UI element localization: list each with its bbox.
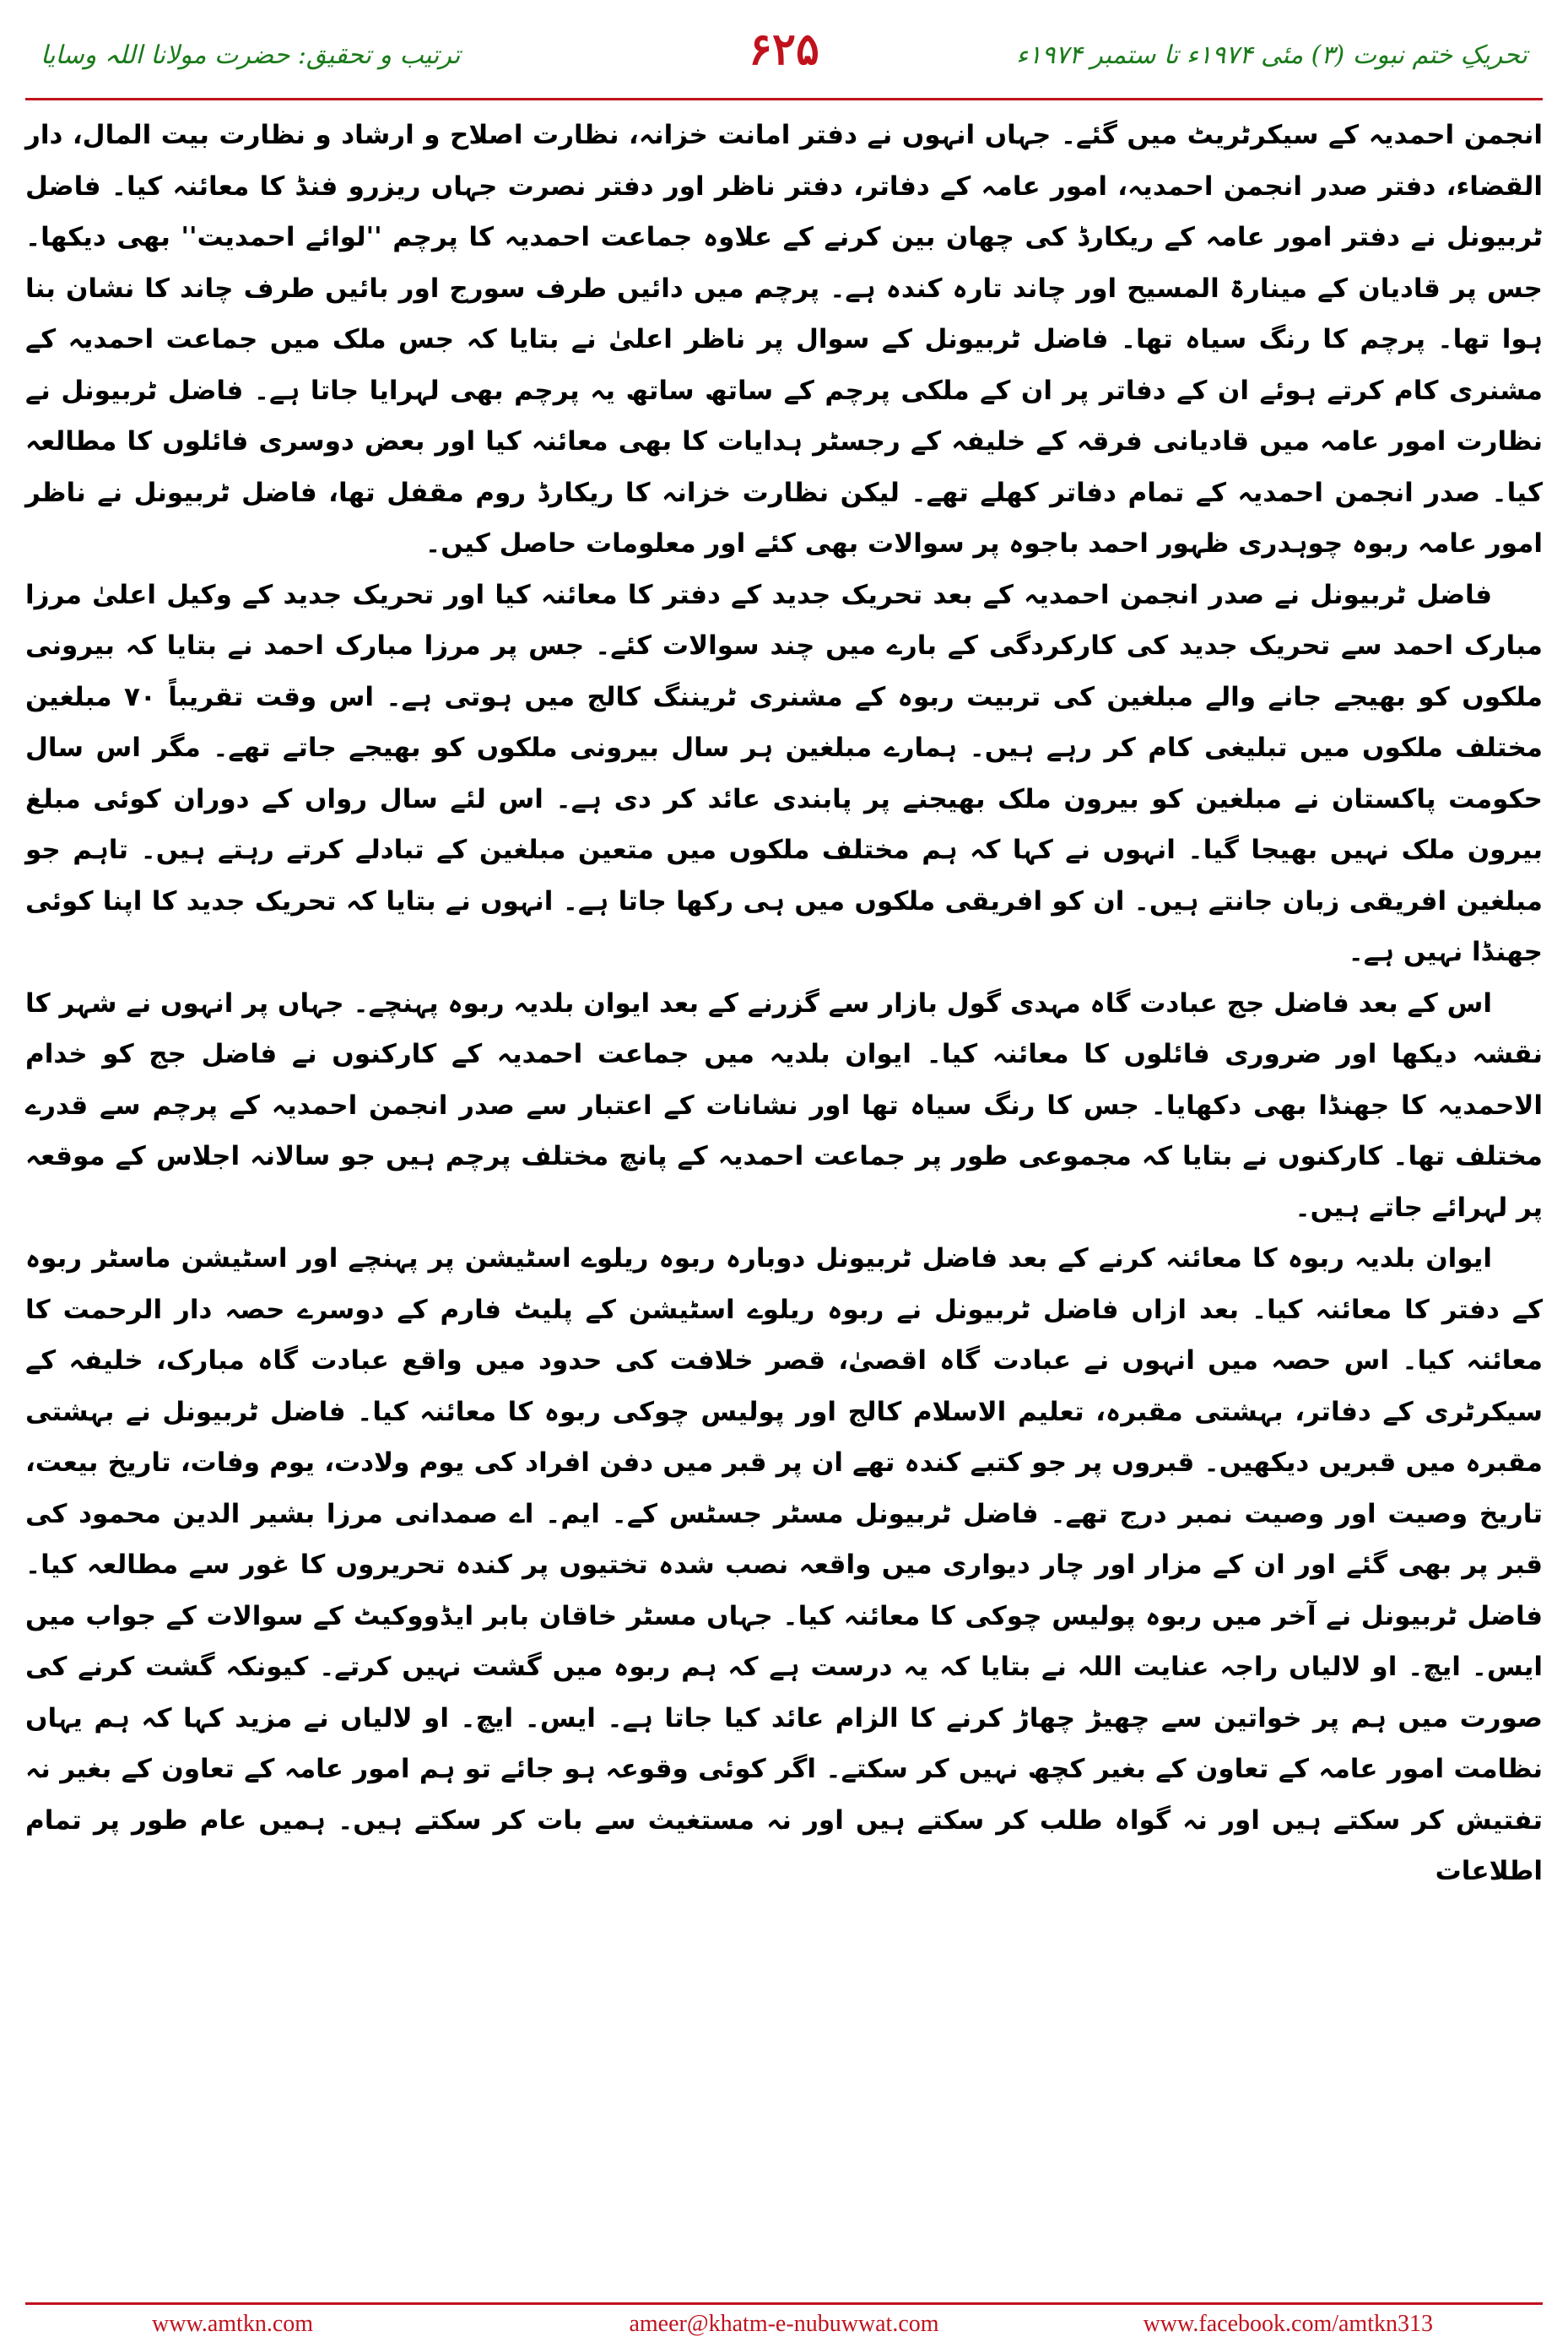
body-text — [25, 110, 1543, 2270]
website-link[interactable]: www.amtkn.com — [152, 2311, 314, 2337]
paragraph-1: انجمن احمدیہ کے سیکرٹریٹ میں گئے۔ جہاں انہوں نے دفتر امانت خزانہ، نظارت اصلاح و ارشاد و نظارت بیت المال، دار القضاء، دفتر صدر انجمن احمدیہ، امور عامہ کے دفاتر، دفتر ناظر اور دفتر نصرت جہاں ریزرو فنڈ کا معائنہ کیا۔ فاضل ٹربیونل نے دفتر امور عامہ کے ریکارڈ کی چھان بین کرنے کے علاوہ جماعت احمدیہ کا پرچم ''لوائے احمدیت'' بھی دیکھا۔ جس پر قادیان کے مینارۃ المسیح اور چاند تارہ کندہ ہے۔ پرچم میں دائیں طرف سورج اور بائیں طرف چاند کا نشان بنا ہوا تھا۔ پرچم کا رنگ سیاہ تھا۔ فاضل ٹربیونل کے سوال پر ناظر اعلیٰ نے بتایا کہ جس ملک میں جماعت احمدیہ کے مشنری کام کرتے ہوئے ان کے دفاتر پر ان کے ملکی پرچم کے ساتھ ساتھ یہ پرچم بھی لہرایا جاتا ہے۔ فاضل ٹربیونل نے نظارت امور عامہ میں قادیانی فرقہ کے خلیفہ کے رجسٹر ہدایات کا بھی معائنہ کیا اور بعض دوسری فائلوں کا مطالعہ کیا۔ صدر انجمن احمدیہ کے تمام دفاتر کھلے تھے۔ لیکن نظارت خزانہ کا ریکارڈ روم مقفل تھا، فاضل ٹربیونل نے ناظر امور عامہ ربوہ چوہدری ظہور احمد باجوہ پر سوالات بھی کئے اور معلومات حاصل کیں۔ — [25, 120, 1543, 559]
footer-divider — [25, 2302, 1543, 2305]
page-number: ۶۲۵ — [749, 24, 819, 75]
compiler-credit: ترتیب و تحقیق: حضرت مولانا اللہ وسایا — [41, 41, 461, 70]
facebook-link[interactable]: www.facebook.com/amtkn313 — [1143, 2311, 1433, 2337]
header-divider — [25, 98, 1543, 100]
email-link[interactable]: ameer@khatm-e-nubuwwat.com — [629, 2311, 939, 2337]
page-footer — [0, 2302, 1568, 2336]
page-header — [25, 24, 1543, 100]
book-title: تحریکِ ختم نبوت (۳) مئی ۱۹۷۴ء تا ستمبر ۱۹۷۴ء — [1016, 41, 1527, 70]
paragraph-4: ایوان بلدیہ ربوہ کا معائنہ کرنے کے بعد فاضل ٹربیونل دوبارہ ربوہ ریلوے اسٹیشن پر پہنچے اور اسٹیشن ماسٹر ربوہ کے دفتر کا معائنہ کیا۔ بعد ازاں فاضل ٹربیونل نے ربوہ ریلوے اسٹیشن کے پلیٹ فارم کے دوسرے حصہ دار الرحمت کا معائنہ کیا۔ اس حصہ میں انہوں نے عبادت گاہ اقصیٰ، قصر خلافت کی حدود میں واقع عبادت گاہ مبارک، خلیفہ کے سیکرٹری کے دفاتر، بہشتی مقبرہ، تعلیم الاسلام کالج اور پولیس چوکی ربوہ کا معائنہ کیا۔ فاضل ٹربیونل نے بہشتی مقبرہ میں قبریں دیکھیں۔ قبروں پر جو کتبے کندہ تھے ان پر قبر میں دفن افراد کی یوم ولادت، یوم وفات، تاریخ بیعت، تاریخ وصیت اور وصیت نمبر درج تھے۔ فاضل ٹربیونل مسٹر جسٹس کے۔ ایم۔ اے صمدانی مرزا بشیر الدین محمود کی قبر پر بھی گئے اور ان کے مزار اور چار دیواری میں واقعہ نصب شدہ تختیوں پر کندہ تحریروں کا غور سے مطالعہ کیا۔ فاضل ٹربیونل نے آخر میں ربوہ پولیس چوکی کا معائنہ کیا۔ جہاں مسٹر خاقان بابر ایڈووکیٹ کے سوالات کے جواب میں ایس۔ ایچ۔ او لالیاں راجہ عنایت اللہ نے بتایا کہ یہ درست ہے کہ ہم ربوہ میں گشت نہیں کرتے۔ کیونکہ گشت کرنے کی صورت میں ہم پر خواتین سے چھیڑ چھاڑ کرنے کا الزام عائد کیا جاتا ہے۔ ایس۔ ایچ۔ او لالیاں نے مزید کہا کہ ہم یہاں نظامت امور عامہ کے تعاون کے بغیر کچھ نہیں کر سکتے۔ اگر کوئی وقوعہ ہو جائے تو ہم امور عامہ کے تعاون کے بغیر نہ تفتیش کر سکتے ہیں اور نہ گواہ طلب کر سکتے ہیں اور نہ مستغیث سے بات کر سکتے ہیں۔ ہمیں عام طور پر تمام اطلاعات — [25, 1243, 1543, 1886]
paragraph-3: اس کے بعد فاضل جج عبادت گاہ مہدی گول بازار سے گزرنے کے بعد ایوان بلدیہ ربوہ پہنچے۔ جہاں پر انہوں نے شہر کا نقشہ دیکھا اور ضروری فائلوں کا معائنہ کیا۔ ایوان بلدیہ میں جماعت احمدیہ کے کارکنوں نے فاضل جج کو خدام الاحمدیہ کا جھنڈا بھی دکھایا۔ جس کا رنگ سیاہ تھا اور نشانات کے اعتبار سے صدر انجمن احمدیہ کے پرچم سے قدرے مختلف تھا۔ کارکنوں نے بتایا کہ مجموعی طور پر جماعت احمدیہ کے پانچ مختلف پرچم ہیں جو سالانہ اجلاس کے موقعہ پر لہرائے جاتے ہیں۔ — [25, 987, 1543, 1223]
paragraph-2: فاضل ٹربیونل نے صدر انجمن احمدیہ کے بعد تحریک جدید کے دفتر کا معائنہ کیا اور تحریک جدید کے وکیل اعلیٰ مرزا مبارک احمد سے تحریک جدید کی کارکردگی کے بارے میں چند سوالات کئے۔ جس پر مرزا مبارک احمد نے بتایا کہ بیرونی ملکوں کو بھیجے جانے والے مبلغین کی تربیت ربوہ کے مشنری ٹریننگ کالج میں ہوتی ہے۔ اس وقت تقریباً ۷۰ مبلغین مختلف ملکوں میں تبلیغی کام کر رہے ہیں۔ ہمارے مبلغین ہر سال بیرونی ملکوں کو بھیجے جاتے تھے۔ مگر اس سال حکومت پاکستان نے مبلغین کو بیرون ملک بھیجنے پر پابندی عائد کر دی ہے۔ اس لئے سال رواں کے دوران کوئی مبلغ بیرون ملک نہیں بھیجا گیا۔ انہوں نے کہا کہ ہم مختلف ملکوں میں متعین مبلغین کے تبادلے کرتے رہتے ہیں۔ تاہم جو مبلغین افریقی زبان جانتے ہیں۔ ان کو افریقی ملکوں میں ہی رکھا جاتا ہے۔ انہوں نے بتایا کہ تحریک جدید کا اپنا کوئی جھنڈا نہیں ہے۔ — [25, 579, 1543, 967]
